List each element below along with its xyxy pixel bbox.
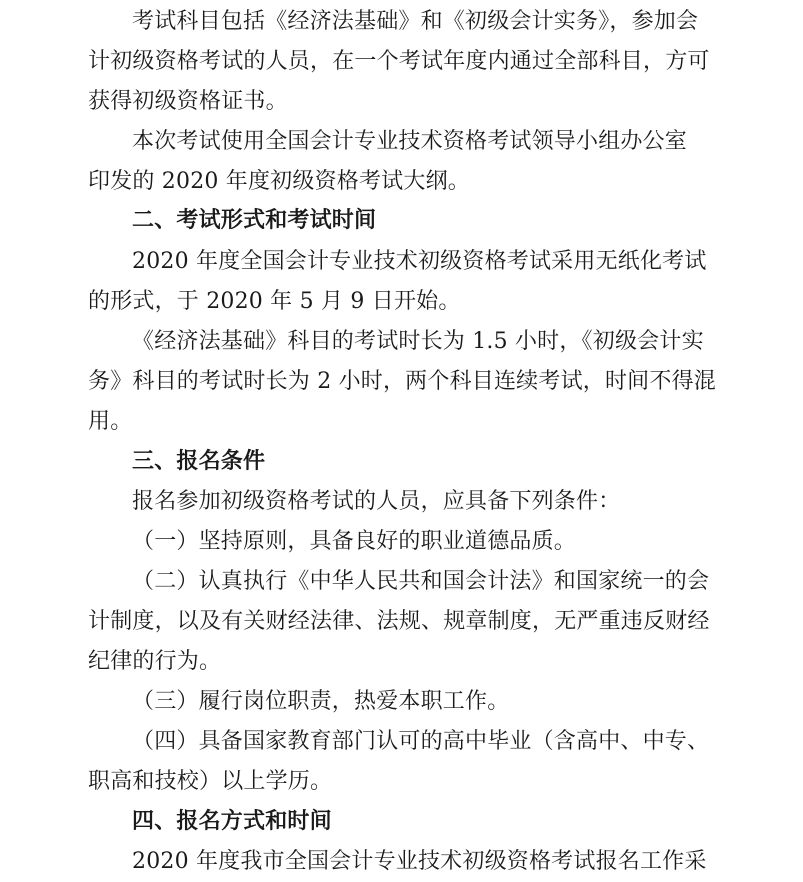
paragraph-line: 2020 年度我市全国会计专业技术初级资格考试报名工作采 [132, 849, 707, 874]
paragraph-line: （二）认真执行《中华人民共和国会计法》和国家统一的会 [132, 569, 710, 594]
paragraph-line: 报名参加初级资格考试的人员，应具备下列条件： [132, 489, 621, 514]
paragraph-line: （三）履行岗位职责，热爱本职工作。 [132, 689, 510, 714]
paragraph-line: 计制度，以及有关财经法律、法规、规章制度，无严重违反财经 [88, 609, 710, 634]
paragraph-line: 计初级资格考试的人员，在一个考试年度内通过全部科目，方可 [88, 49, 710, 74]
paragraph-line: （四）具备国家教育部门认可的高中毕业（含高中、中专、 [132, 729, 710, 754]
paragraph-line: 本次考试使用全国会计专业技术资格考试领导小组办公室 [132, 129, 688, 154]
paragraph-line: （一）坚持原则，具备良好的职业道德品质。 [132, 529, 577, 554]
paragraph-line: 印发的 2020 年度初级资格考试大纲。 [88, 169, 470, 194]
paragraph-line: 的形式，于 2020 年 5 月 9 日开始。 [88, 289, 461, 314]
paragraph-line: 获得初级资格证书。 [88, 89, 288, 114]
section-heading: 二、考试形式和考试时间 [132, 208, 377, 233]
paragraph-line: 2020 年度全国会计专业技术初级资格考试采用无纸化考试 [132, 249, 707, 274]
paragraph-line: 务》科目的考试时长为 2 小时，两个科目连续考试，时间不得混 [88, 369, 716, 394]
paragraph-line: 职高和技校）以上学历。 [88, 769, 333, 794]
section-heading: 三、报名条件 [132, 449, 266, 474]
paragraph-line: 纪律的行为。 [88, 649, 222, 674]
section-heading: 四、报名方式和时间 [132, 809, 332, 834]
paragraph-line: 用。 [88, 409, 133, 434]
paragraph-line: 《经济法基础》科目的考试时长为 1.5 小时，《初级会计实 [132, 329, 704, 354]
paragraph-line: 考试科目包括《经济法基础》和《初级会计实务》，参加会 [132, 9, 699, 34]
